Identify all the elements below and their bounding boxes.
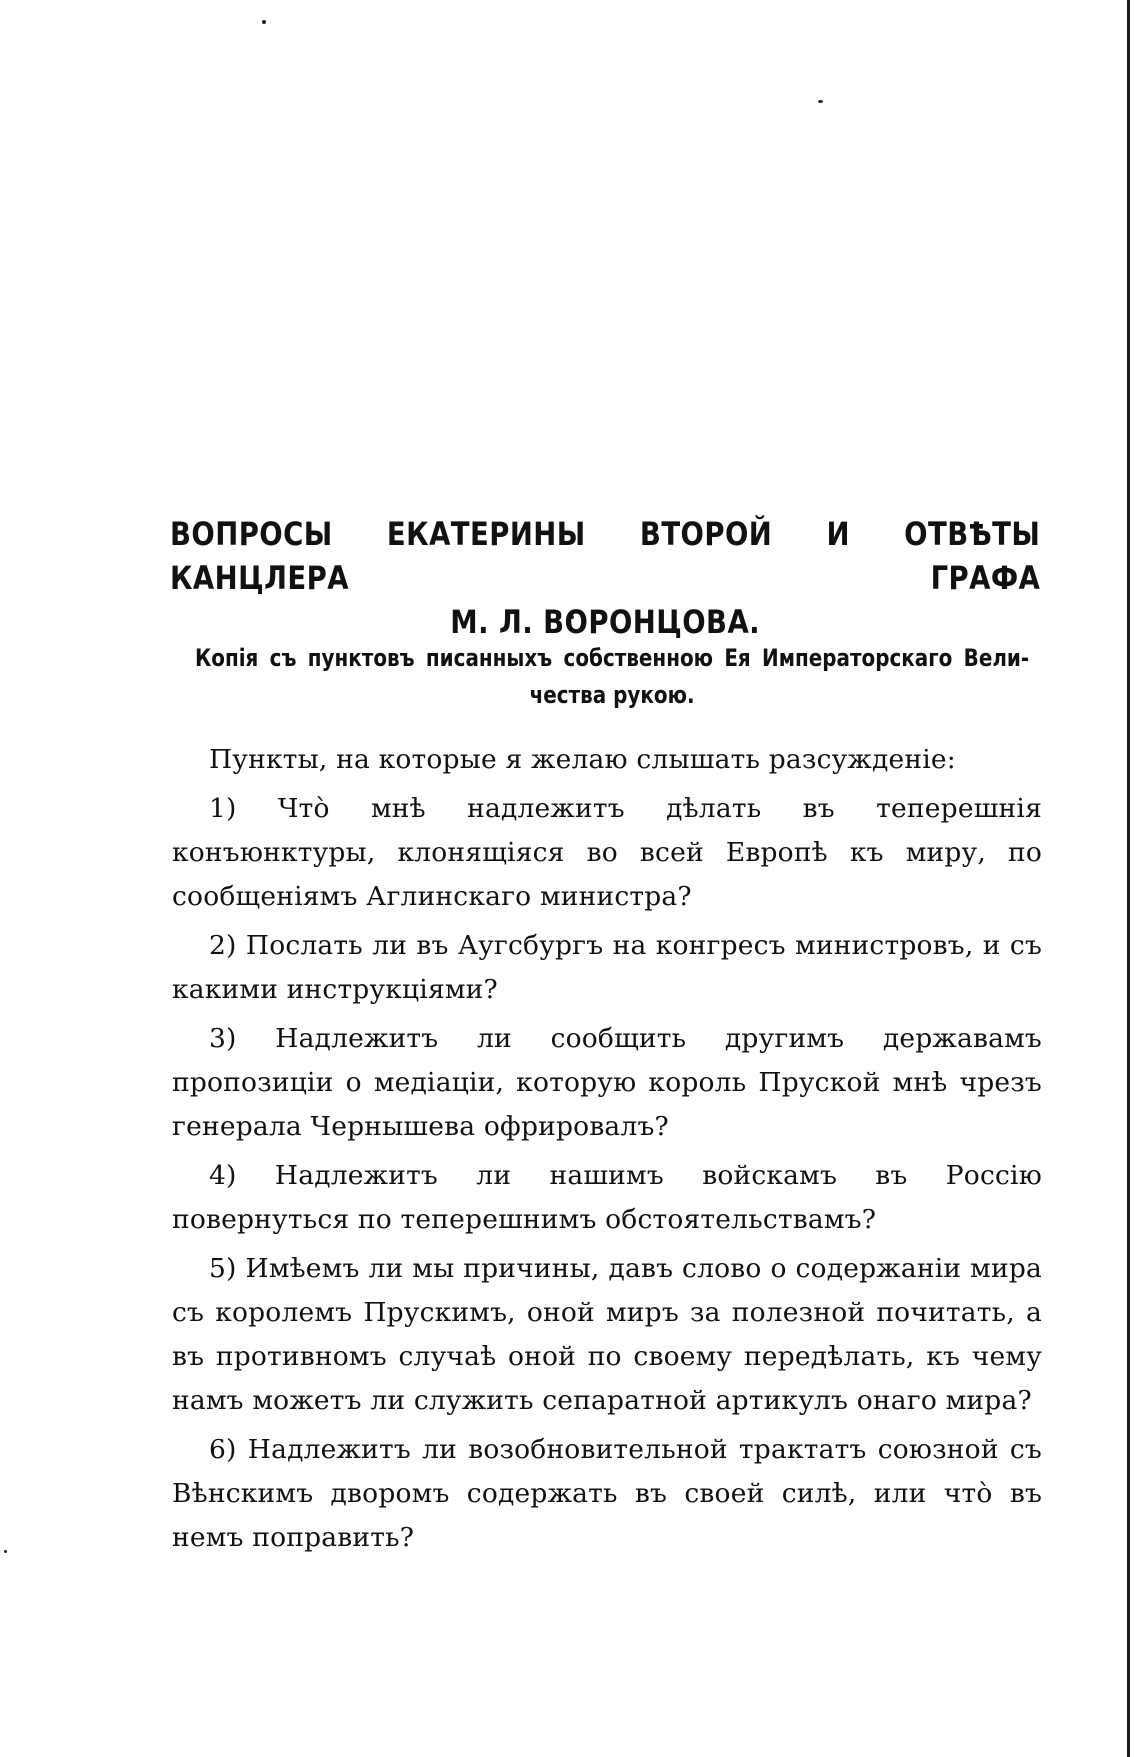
- question-item-1: 1) Чтò мнѣ надлежитъ дѣлать въ теперешнія конъюнктуры, клонящіяся во всей Европѣ къ миру, по сообщеніямъ Аглинскаго министра?: [172, 793, 1042, 912]
- question-item-3: 3) Надлежитъ ли сообщить другимъ державамъ пропозиціи о медіаціи, которую король Пруской мнѣ чрезъ генерала Чернышева офрировалъ?: [172, 1023, 1042, 1142]
- question-item-4: 4) Надлежитъ ли нашимъ войскамъ въ Россію повернуться по теперешнимъ обстоятельствамъ?: [172, 1160, 1042, 1235]
- subtitle-line-1: Копія съ пунктовъ писанныхъ собственною Ея Императорскаго Вели-: [195, 644, 1030, 672]
- question-item-5: 5) Имѣемъ ли мы причины, давъ слово о содержаніи мира съ королемъ Прускимъ, оной миръ за полезной почитать, а въ противномъ случаѣ оной по своему передѣлать, къ чему намъ можетъ ли служить сепаратной артикулъ онаго мира?: [172, 1253, 1042, 1416]
- question-item-2: 2) Послать ли въ Аугсбургъ на конгресъ министровъ, и съ какими инструкціями?: [172, 930, 1042, 1005]
- scan-speck: [262, 20, 266, 24]
- subtitle-line-2: чества рукою.: [529, 681, 695, 709]
- intro-paragraph: Пункты, на которые я желаю слышать разсужденіе:: [209, 744, 956, 775]
- document-title: [170, 512, 1040, 644]
- question-item-6: 6) Надлежитъ ли возобновительной трактатъ союзной съ Вѣнскимъ дворомъ содержать въ своей силѣ, или чтò въ немъ поправить?: [172, 1434, 1042, 1553]
- page-edge-rule: [1127, 0, 1130, 1757]
- document-subtitle: [195, 640, 1029, 714]
- scan-speck: [818, 100, 823, 103]
- title-line-1: ВОПРОСЫ ЕКАТЕРИНЫ ВТОРОЙ И ОТВѢТЫ КАНЦЛЕРА ГРАФА: [170, 515, 1041, 597]
- scan-speck: [4, 1550, 7, 1553]
- document-body: [172, 738, 1042, 1560]
- title-line-2: М. Л. ВОРОНЦОВА.: [450, 603, 761, 641]
